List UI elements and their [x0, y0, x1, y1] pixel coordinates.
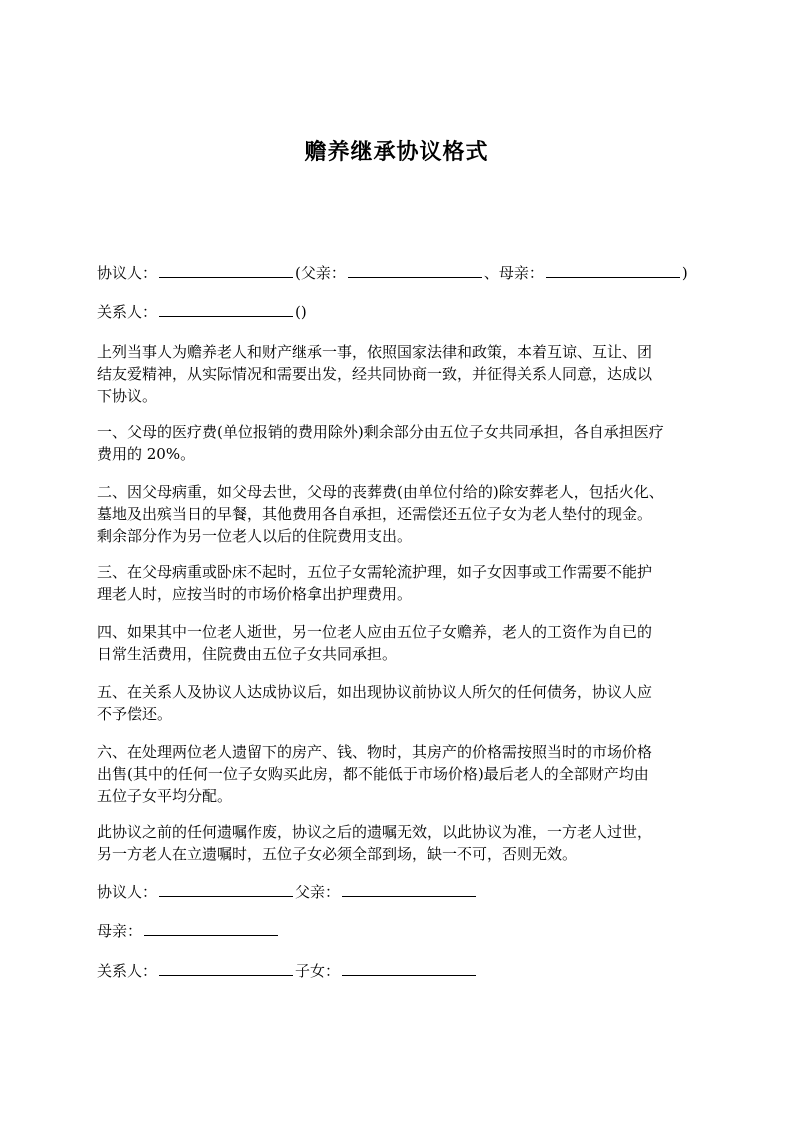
closing-paragraph [97, 821, 709, 865]
party-label: 协议人： [97, 264, 158, 282]
sig-relation-blank[interactable] [159, 961, 293, 976]
clause-2-paragraph [97, 481, 709, 547]
paragraph-line: 剩余部分作为另一位老人以后的住院费用支出。 [97, 527, 413, 545]
sig-children-blank[interactable] [342, 961, 476, 976]
signature-mother-line [97, 920, 709, 942]
signature-relation-line [97, 960, 709, 982]
paragraph-line: 出售(其中的任何一位子女购买此房，都不能低于市场价格)最后老人的全部财产均由 [97, 765, 649, 783]
paragraph-line: 五、在关系人及协议人达成协议后，如出现协议前协议人所欠的任何债务，协议人应 [97, 683, 653, 701]
paragraph-line: 四、如果其中一位老人逝世，另一位老人应由五位子女赡养，老人的工资作为自已的 [97, 623, 653, 641]
father-label: (父亲： [295, 264, 346, 282]
close-paren: ) [681, 264, 688, 282]
clause-5-paragraph [97, 681, 709, 725]
sig-relation-label: 关系人： [97, 962, 158, 980]
paragraph-line: 六、在处理两位老人遗留下的房产、钱、物时，其房产的价格需按照当时的市场价格 [97, 743, 653, 761]
sig-father-label: 父亲： [295, 883, 341, 901]
clause-6-paragraph [97, 741, 709, 807]
paragraph-line: 上列当事人为赡养老人和财产继承一事，依照国家法律和政策，本着互谅、互让、团 [97, 343, 653, 361]
paragraph-line: 日常生活费用，住院费由五位子女共同承担。 [97, 645, 398, 663]
paragraph-line: 五位子女平均分配。 [97, 787, 233, 805]
paragraph-line: 另一方老人在立遗嘱时，五位子女必须全部到场，缺一不可，否则无效。 [97, 845, 578, 863]
relation-parens: () [295, 303, 307, 321]
clause-4-paragraph [97, 621, 709, 665]
relation-name-blank[interactable] [159, 302, 293, 317]
paragraph-line: 三、在父母病重或卧床不起时，五位子女需轮流护理，如子女因事或工作需要不能护 [97, 563, 653, 581]
document-title: 赡养继承协议格式 [304, 140, 489, 165]
paragraph-line: 二、因父母病重，如父母去世，父母的丧葬费(由单位付给的)除安葬老人，包括火化、 [97, 483, 664, 501]
header-relation-line [97, 301, 709, 323]
clause-3-paragraph [97, 561, 709, 605]
paragraph-line: 理老人时，应按当时的市场价格拿出护理费用。 [97, 585, 413, 603]
paragraph-line: 结友爱精神，从实际情况和需要出发，经共同协商一致，并征得关系人同意，达成以 [97, 365, 653, 383]
paragraph-line: 下协议。 [97, 387, 158, 405]
sig-father-blank[interactable] [342, 882, 476, 897]
paragraph-line: 费用的 20%。 [97, 445, 196, 463]
party-name-blank[interactable] [159, 263, 293, 278]
paragraph-line: 一、父母的医疗费(单位报销的费用除外)剩余部分由五位子女共同承担，各自承担医疗 [97, 423, 664, 441]
signature-party-line [97, 881, 709, 903]
mother-name-blank[interactable] [546, 263, 680, 278]
relation-label: 关系人： [97, 303, 158, 321]
header-party-line [97, 262, 709, 284]
sig-party-blank[interactable] [159, 882, 293, 897]
paragraph-line: 不予偿还。 [97, 705, 173, 723]
sig-mother-label: 母亲： [97, 922, 143, 940]
clause-1-paragraph [97, 421, 709, 465]
preamble-paragraph [97, 341, 709, 407]
father-name-blank[interactable] [348, 263, 482, 278]
paragraph-line: 墓地及出殡当日的早餐，其他费用各自承担，还需偿还五位子女为老人垫付的现金。 [97, 505, 653, 523]
sig-children-label: 子女： [295, 962, 341, 980]
mother-label: 、母亲： [483, 264, 544, 282]
sig-mother-blank[interactable] [144, 921, 278, 936]
paragraph-line: 此协议之前的任何遗嘱作废，协议之后的遗嘱无效，以此协议为准，一方老人过世， [97, 823, 653, 841]
sig-party-label: 协议人： [97, 883, 158, 901]
